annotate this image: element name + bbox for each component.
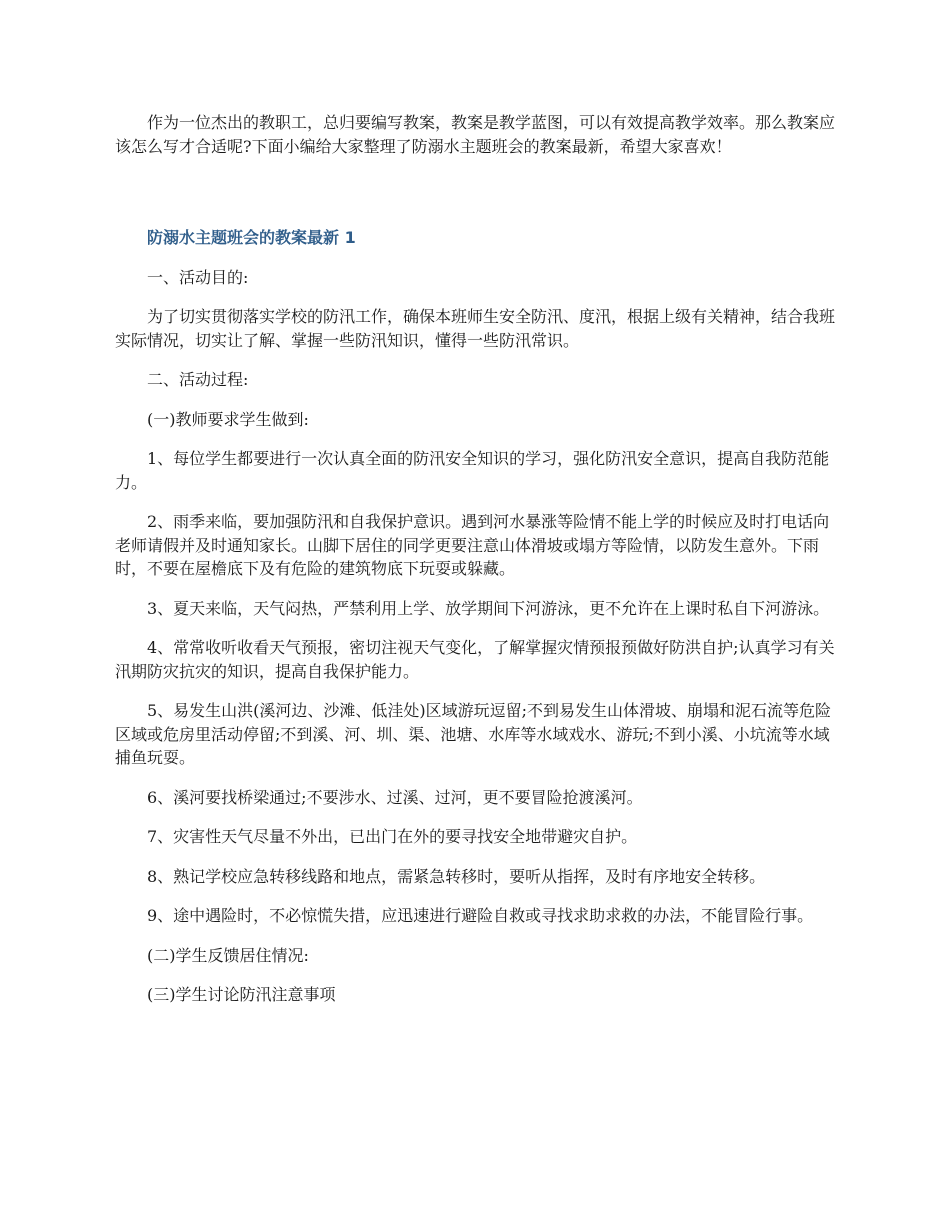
paragraph-item-4: 4、常常收听收看天气预报，密切注视天气变化，了解掌握灾情预报预做好防洪自护;认真学习有关汛期防灾抗灾的知识，提高自我保护能力。 bbox=[115, 638, 835, 681]
paragraph-activity-goal: 为了切实贯彻落实学校的防汛工作，确保本班师生安全防汛、度汛，根据上级有关精神，结合我班实际情况，切实让了解、掌握一些防汛知识，懂得一些防汛常识。 bbox=[115, 307, 836, 350]
paragraph-item-5: 5、易发生山洪(溪河边、沙滩、低洼处)区域游玩逗留;不到易发生山体滑坡、崩塌和泥石流等危险区域或危房里活动停留;不到溪、河、圳、渠、池塘、水库等水域戏水、游玩;不到小溪、小坑流等水域捕鱼玩耍。 bbox=[115, 701, 832, 767]
paragraph-student-feedback: (二)学生反馈居住情况: bbox=[147, 945, 309, 965]
paragraph-item-6: 6、溪河要找桥梁通过;不要涉水、过溪、过河，更不要冒险抢渡溪河。 bbox=[147, 787, 643, 807]
section-heading: 防溺水主题班会的教案最新 1 bbox=[147, 228, 356, 247]
paragraph-teacher-requirements-title: (一)教师要求学生做到: bbox=[147, 409, 309, 429]
paragraph-activity-process-title: 二、活动过程: bbox=[147, 370, 249, 389]
paragraph-item-2: 2、雨季来临，要加强防汛和自我保护意识。遇到河水暴涨等险情不能上学的时候应及时打电话向老师请假并及时通知家长。山脚下居住的同学更要注意山体滑坡或塌方等险情，以防发生意外。下雨时，不要在屋檐底下及有危险的建筑物底下玩耍或躲藏。 bbox=[115, 512, 830, 578]
paragraph-student-discussion: (三)学生讨论防汛注意事项 bbox=[147, 985, 336, 1004]
intro-paragraph: 作为一位杰出的教职工，总归要编写教案，教案是教学蓝图，可以有效提高教学效率。那么教案应该怎么写才合适呢?下面小编给大家整理了防溺水主题班会的教案最新，希望大家喜欢！ bbox=[115, 113, 836, 156]
document-body bbox=[115, 111, 840, 1023]
paragraph-item-3: 3、夏天来临，天气闷热，严禁利用上学、放学期间下河游泳，更不允许在上课时私自下河游泳。 bbox=[147, 598, 830, 618]
paragraph-item-1: 1、每位学生都要进行一次认真全面的防汛安全知识的学习，强化防汛安全意识，提高自我防范能力。 bbox=[115, 449, 830, 492]
paragraph-item-7: 7、灾害性天气尽量不外出，已出门在外的要寻找安全地带避灾自护。 bbox=[147, 827, 638, 846]
paragraph-activity-goal-title: 一、活动目的: bbox=[147, 267, 249, 287]
paragraph-item-9: 9、途中遇险时，不必惊慌失措，应迅速进行避险自救或寻找求助求救的办法，不能冒险行事。 bbox=[147, 906, 814, 925]
paragraph-item-8: 8、熟记学校应急转移线路和地点，需紧急转移时，要听从指挥，及时有序地安全转移。 bbox=[147, 866, 766, 886]
